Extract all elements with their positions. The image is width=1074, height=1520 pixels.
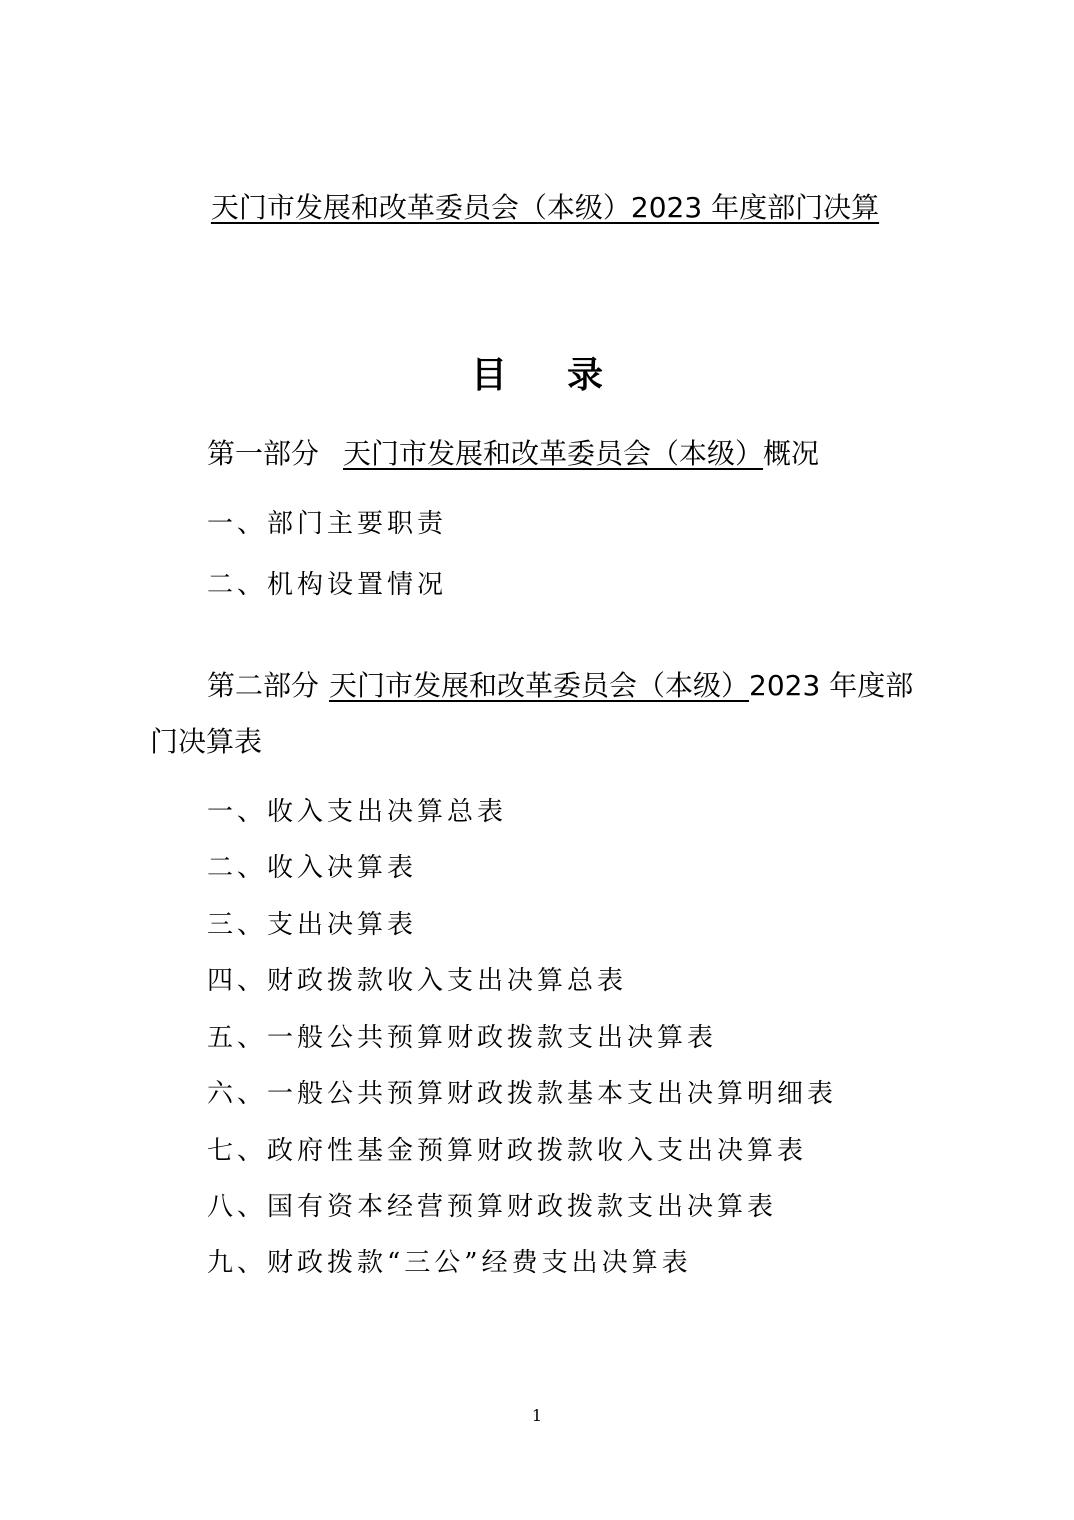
document-title — [0, 188, 1074, 228]
part1-name: 天门市发展和改革委员会（本级） — [343, 437, 764, 470]
toc-item-part2-4: 四、财政拨款收入支出决算总表 — [207, 966, 628, 996]
part1-suffix: 概况 — [763, 437, 820, 470]
document-title-text: 天门市发展和改革委员会（本级）2023 年度部门决算 — [210, 191, 880, 224]
page-number: 1 — [531, 1406, 543, 1425]
toc-item-part2-3: 三、支出决算表 — [207, 910, 418, 940]
toc-item-part2-6: 六、一般公共预算财政拨款基本支出决算明细表 — [207, 1079, 838, 1109]
toc-item-part2-1: 一、收入支出决算总表 — [207, 797, 508, 827]
toc-item-part2-7: 七、政府性基金预算财政拨款收入支出决算表 — [207, 1136, 808, 1166]
part1-heading — [207, 434, 819, 474]
toc-item-part2-5: 五、一般公共预算财政拨款支出决算表 — [207, 1023, 718, 1053]
part2-suffix: 2023 年度部门决算表 — [150, 669, 914, 758]
part2-label: 第二部分 — [207, 669, 320, 702]
toc-item-part2-8: 八、国有资本经营预算财政拨款支出决算表 — [207, 1192, 778, 1222]
toc-item-part1-1: 一、部门主要职责 — [207, 509, 448, 539]
toc-item-part2-2: 二、收入决算表 — [207, 853, 418, 883]
toc-item-part1-2: 二、机构设置情况 — [207, 570, 448, 600]
toc-item-part2-9: 九、财政拨款“三公”经费支出决算表 — [207, 1248, 692, 1278]
part1-label: 第一部分 — [207, 437, 320, 470]
part2-name: 天门市发展和改革委员会（本级） — [329, 669, 750, 702]
part2-heading — [150, 658, 940, 770]
toc-heading: 目录 — [470, 355, 663, 396]
